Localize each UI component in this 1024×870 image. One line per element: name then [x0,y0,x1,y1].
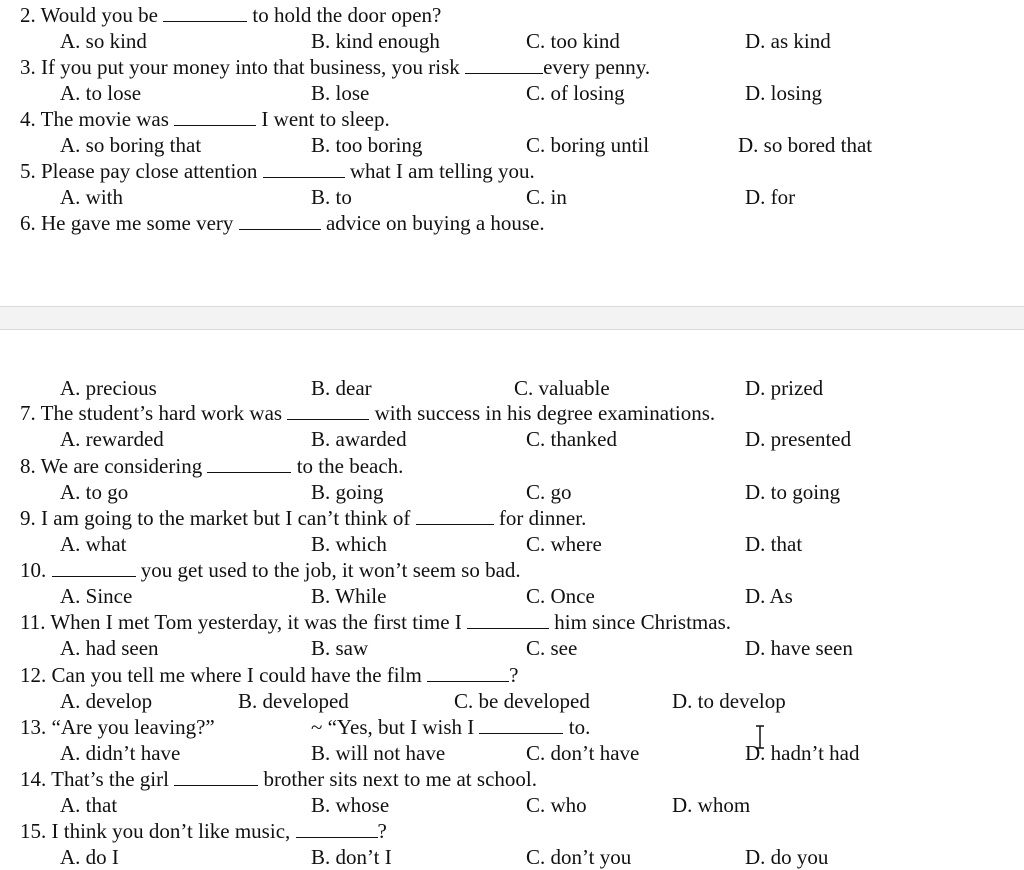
option-a[interactable]: A. didn’t have [60,741,181,765]
question-11: 11. When I met Tom yesterday, it was the first time I him since Christmas. [20,610,732,634]
text-cursor-icon [753,724,767,750]
question-2: 2. Would you be to hold the door open? [20,3,442,27]
option-a[interactable]: A. to go [60,480,129,504]
question-3: 3. If you put your money into that business, you risk every penny. [20,55,651,79]
page-break [0,306,1024,330]
option-d[interactable]: D. As [745,584,793,608]
option-b[interactable]: B. dear [311,376,372,400]
option-d[interactable]: D. to going [745,480,841,504]
option-c[interactable]: C. of losing [526,81,625,105]
option-a[interactable]: A. to lose [60,81,142,105]
question-14: 14. That’s the girl brother sits next to me at school. [20,767,537,791]
answer-blank [263,159,345,178]
answer-blank [467,610,549,629]
question-5: 5. Please pay close attention what I am telling you. [20,159,535,183]
answer-blank [174,107,256,126]
option-d[interactable]: D. for [745,185,796,209]
answer-blank [239,211,321,230]
option-a[interactable]: A. precious [60,376,157,400]
option-b[interactable]: B. lose [311,81,370,105]
question-6: 6. He gave me some very advice on buying a house. [20,211,545,235]
option-c[interactable]: C. Once [526,584,595,608]
answer-blank [465,55,543,74]
option-d[interactable]: D. to develop [672,689,786,713]
option-b[interactable]: B. kind enough [311,29,440,53]
answer-blank [163,3,247,22]
answer-blank [296,819,378,838]
option-d[interactable]: D. prized [745,376,824,400]
option-a[interactable]: A. rewarded [60,427,164,451]
option-d[interactable]: D. whom [672,793,751,817]
option-a[interactable]: A. Since [60,584,133,608]
option-a[interactable]: A. with [60,185,123,209]
option-c[interactable]: C. thanked [526,427,617,451]
option-d[interactable]: D. so bored that [738,133,873,157]
option-a[interactable]: A. develop [60,689,153,713]
option-c[interactable]: C. who [526,793,587,817]
option-b[interactable]: B. which [311,532,387,556]
option-a[interactable]: A. so boring that [60,133,202,157]
option-d[interactable]: D. that [745,532,803,556]
option-c[interactable]: C. go [526,480,572,504]
option-b[interactable]: B. awarded [311,427,407,451]
question-15: 15. I think you don’t like music, ? [20,819,387,843]
answer-blank [287,401,369,420]
question-9: 9. I am going to the market but I can’t think of for dinner. [20,506,587,530]
option-c[interactable]: C. too kind [526,29,620,53]
answer-blank [479,715,563,734]
answer-blank [174,767,258,786]
option-a[interactable]: A. had seen [60,636,159,660]
question-12: 12. Can you tell me where I could have the film ? [20,663,519,687]
option-b[interactable]: B. saw [311,636,369,660]
question-8: 8. We are considering to the beach. [20,454,404,478]
option-c[interactable]: C. boring until [526,133,650,157]
option-c[interactable]: C. valuable [514,376,610,400]
option-d[interactable]: D. do you [745,845,829,869]
option-c[interactable]: C. don’t have [526,741,640,765]
answer-blank [52,558,136,577]
question-13-reply: ~ “Yes, but I wish I to. [311,715,591,739]
option-a[interactable]: A. that [60,793,118,817]
option-c[interactable]: C. be developed [454,689,590,713]
option-b[interactable]: B. whose [311,793,390,817]
answer-blank [207,454,291,473]
option-c[interactable]: C. where [526,532,602,556]
option-d[interactable]: D. have seen [745,636,853,660]
option-d[interactable]: D. as kind [745,29,831,53]
option-b[interactable]: B. too boring [311,133,423,157]
option-d[interactable]: D. presented [745,427,852,451]
option-c[interactable]: C. see [526,636,578,660]
question-7: 7. The student’s hard work was with success in his degree examinations. [20,401,716,425]
option-b[interactable]: B. don’t I [311,845,392,869]
question-10: 10. you get used to the job, it won’t seem so bad. [20,558,521,582]
option-c[interactable]: C. don’t you [526,845,632,869]
option-b[interactable]: B. going [311,480,384,504]
option-a[interactable]: A. so kind [60,29,147,53]
option-b[interactable]: B. developed [238,689,349,713]
option-a[interactable]: A. do I [60,845,119,869]
option-b[interactable]: B. While [311,584,387,608]
option-b[interactable]: B. will not have [311,741,446,765]
option-b[interactable]: B. to [311,185,352,209]
answer-blank [416,506,494,525]
option-a[interactable]: A. what [60,532,127,556]
option-d[interactable]: D. losing [745,81,823,105]
option-c[interactable]: C. in [526,185,567,209]
answer-blank [427,663,509,682]
option-d[interactable]: D. hadn’t had [745,741,860,765]
question-13: 13. “Are you leaving?” [20,715,215,739]
question-4: 4. The movie was I went to sleep. [20,107,390,131]
